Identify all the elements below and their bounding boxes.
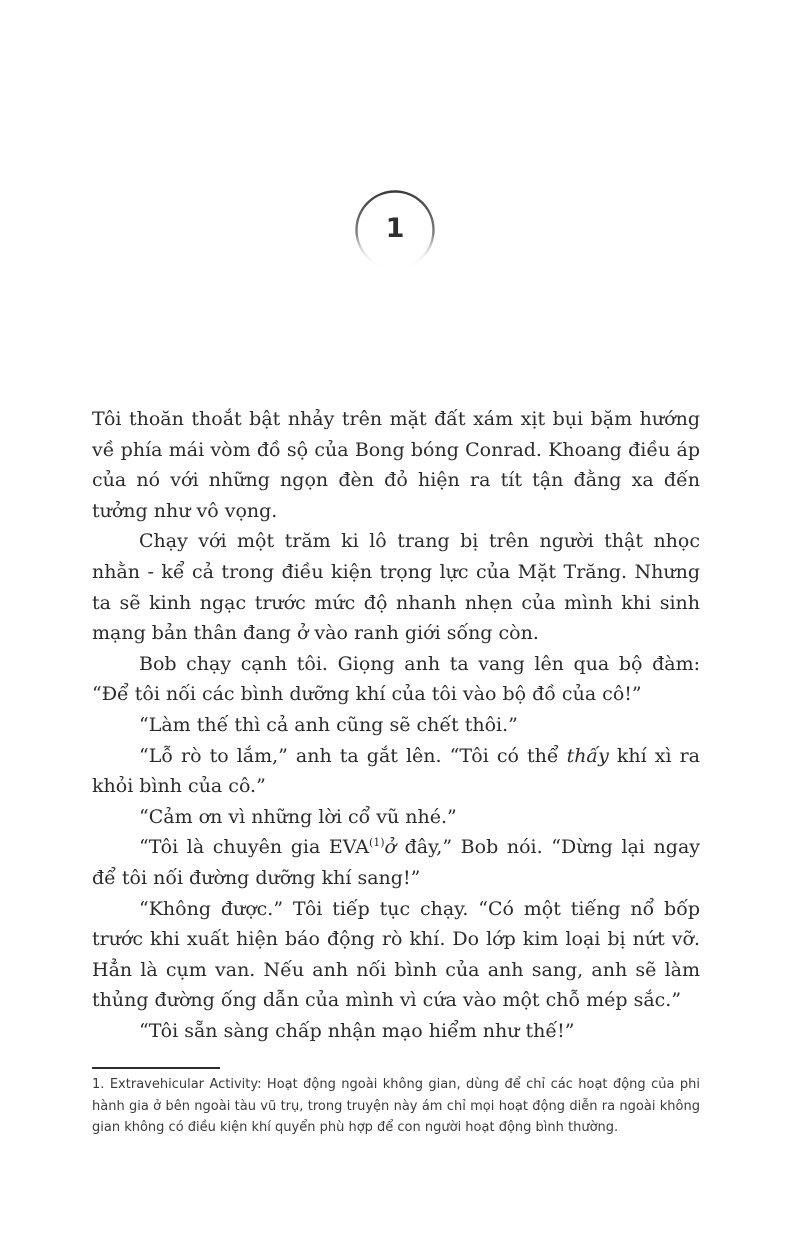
emphasis-text: thấy	[566, 744, 609, 767]
paragraph-text: “Tôi là chuyên gia EVA	[139, 836, 369, 859]
footnote-divider	[92, 1067, 220, 1069]
chapter-number: 1	[385, 213, 405, 244]
paragraph: “Tôi sẵn sàng chấp nhận mạo hiểm như thế!”	[139, 1019, 575, 1042]
paragraph	[92, 741, 700, 802]
paragraph: Tôi thoăn thoắt bật nhảy trên mặt đất xám xịt bụi bặm hướng về phía mái vòm đồ sộ của Bong bóng Conrad. Khoang điều áp của nó với những ngọn đèn đỏ hiện ra tít tận đằng xa đến tưởng như vô vọng.	[92, 408, 700, 522]
paragraph: “Không được.” Tôi tiếp tục chạy. “Có một tiếng nổ bốp trước khi xuất hiện báo động rò khí. Do lớp kim loại bị nứt vỡ. Hẳn là cụm van. Nếu anh nối bình của anh sang, anh sẽ làm thủng đường ống dẫn của mình vì cứa vào một chỗ mép sắc.”	[92, 897, 700, 1012]
chapter-body	[92, 404, 700, 1046]
paragraph-text: khí xì ra khỏi bình của cô.”	[92, 744, 700, 798]
paragraph: Bob chạy cạnh tôi. Giọng anh ta vang lên qua bộ đàm: “Để tôi nối các bình dưỡng khí của tôi vào bộ đồ của cô!”	[92, 652, 700, 706]
chapter-number-badge	[355, 190, 435, 270]
footnote: 1. Extravehicular Activity: Hoạt động ngoài không gian, dùng để chỉ các hoạt động của phi hành gia ở bên ngoài tàu vũ trụ, trong truyện này ám chỉ mọi hoạt động diễn ra ngoài không gian không có điều kiện khí quyển phù hợp để con người hoạt động bình thường.	[92, 1077, 700, 1136]
footnote-reference: (1)	[368, 836, 385, 850]
paragraph-text: đây,” Bob nói. “Dừng lại ngay để tôi nối đường dưỡng khí sang!”	[92, 836, 701, 889]
emphasis-text: ở	[384, 836, 396, 859]
paragraph: Chạy với một trăm ki lô trang bị trên người thật nhọc nhằn - kể cả trong điều kiện trọng lực của Mặt Trăng. Nhưng ta sẽ kinh ngạc trước mức độ nhanh nhẹn của mình khi sinh mạng bản thân đang ở vào ranh giới sống còn.	[92, 530, 700, 645]
paragraph	[92, 832, 700, 893]
paragraph-text: “Lỗ rò to lắm,” anh ta gắt lên. “Tôi có thể	[139, 744, 567, 767]
paragraph: “Làm thế thì cả anh cũng sẽ chết thôi.”	[139, 713, 518, 736]
paragraph: “Cảm ơn vì những lời cổ vũ nhé.”	[139, 805, 457, 828]
